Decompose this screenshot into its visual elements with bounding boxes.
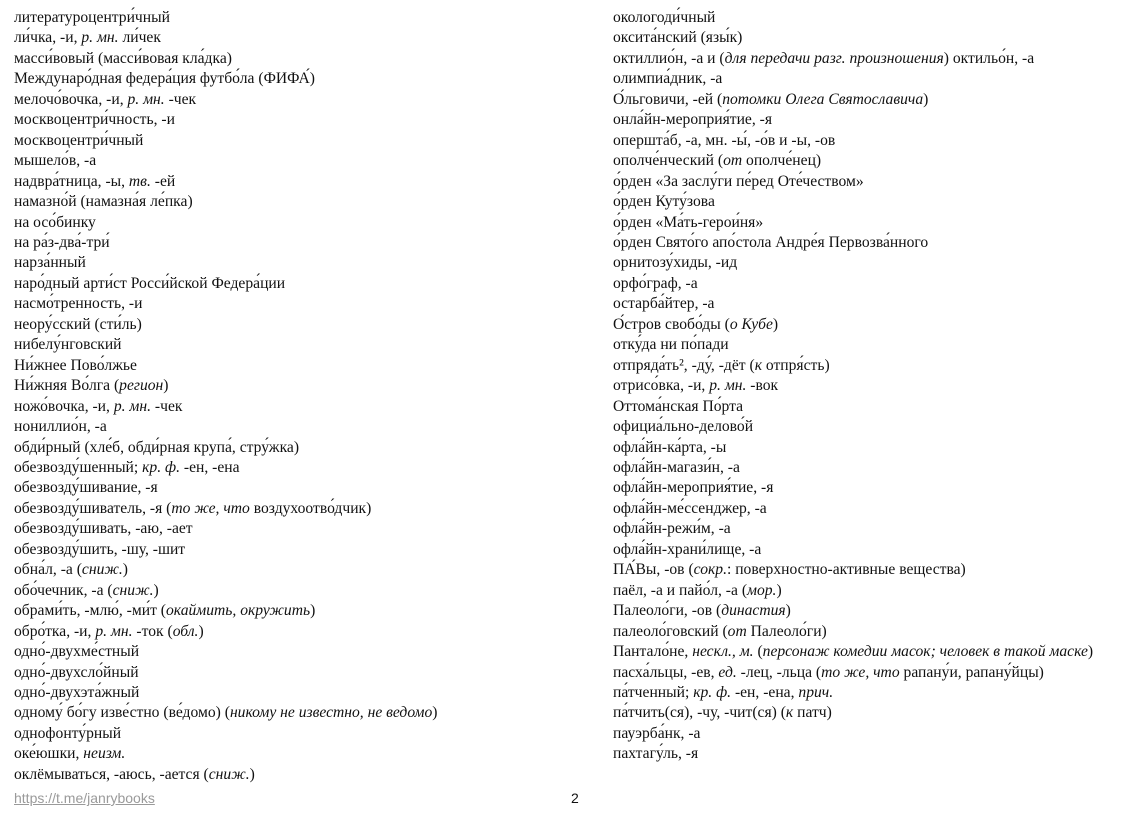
entry-text: олимпиа́дник, -а — [613, 70, 723, 88]
dictionary-entry — [14, 315, 589, 335]
dictionary-entry — [14, 703, 589, 723]
right-column-entries — [613, 8, 1118, 765]
dictionary-entry — [14, 478, 589, 498]
dictionary-entry — [613, 274, 1118, 294]
entry-text: па́тчить(ся), -чу, -чит(ся) ( — [613, 704, 786, 722]
entry-note-italic: р. мн. — [127, 90, 165, 108]
entry-text: Ни́жняя Во́лга ( — [14, 377, 120, 395]
entry-text: офла́йн-режи́м, -а — [613, 520, 731, 538]
entry-text: официа́льно-делово́й — [613, 418, 754, 436]
dictionary-entry — [613, 663, 1118, 683]
dictionary-entry — [613, 233, 1118, 253]
entry-text: пахтагу́ль, -я — [613, 745, 699, 763]
dictionary-entry — [14, 90, 589, 110]
entry-note-italic: потомки Олега Святославича — [722, 90, 924, 108]
entry-text: -ей — [150, 172, 176, 190]
dictionary-entry — [14, 356, 589, 376]
entry-note-italic: ед. — [718, 663, 737, 681]
entry-text: ) — [772, 315, 779, 333]
entry-text: отпря́сть) — [761, 356, 830, 374]
dictionary-entry — [613, 540, 1118, 560]
entry-text: офла́йн-мероприя́тие, -я — [613, 479, 774, 497]
dictionary-entry — [14, 765, 589, 785]
dictionary-entry — [613, 335, 1118, 355]
entry-note-italic: сниж. — [81, 561, 123, 579]
entry-text: обезвозду́шить, -шу, -шит — [14, 540, 186, 558]
dictionary-entry — [613, 458, 1118, 478]
dictionary-entry — [14, 253, 589, 273]
entry-text: одному́ бо́гу изве́стно (ве́домо) ( — [14, 704, 230, 722]
entry-note-italic: сниж. — [208, 765, 250, 783]
dictionary-entry — [613, 622, 1118, 642]
entry-note-italic: персонаж комедии масок; человек в такой маске — [762, 643, 1088, 661]
dictionary-entry — [613, 8, 1118, 28]
entry-text: одно́-двухме́стный — [14, 643, 140, 661]
dictionary-entry — [613, 724, 1118, 744]
entry-text: орнитозу́хиды, -ид — [613, 254, 738, 272]
dictionary-entry — [613, 519, 1118, 539]
dictionary-entry — [14, 131, 589, 151]
entry-text: однофонту́рный — [14, 724, 122, 742]
entry-text: литературоцентри́чный — [14, 9, 170, 26]
dictionary-entry — [14, 49, 589, 69]
entry-note-italic: неизм. — [83, 745, 126, 763]
entry-text: ли́чка, -и, — [14, 29, 82, 47]
entry-note-italic: сокр. — [693, 561, 727, 579]
dictionary-entry — [613, 131, 1118, 151]
dictionary-entry — [613, 28, 1118, 48]
entry-note-italic: р. мн. — [709, 377, 747, 395]
dictionary-entry — [14, 438, 589, 458]
entry-text: обди́рный (хле́б, обди́рная крупа́, стру́жка) — [14, 438, 300, 456]
entry-text: наро́дный арти́ст Росси́йской Федера́ции — [14, 274, 286, 292]
dictionary-entry — [14, 172, 589, 192]
entry-text: Палеоло́ги) — [746, 622, 827, 640]
entry-note-italic: тв. — [128, 172, 151, 190]
entry-text: онла́йн-мероприя́тие, -я — [613, 111, 773, 129]
dictionary-entry — [14, 8, 589, 28]
dictionary-entry — [14, 192, 589, 212]
entry-text: оксита́нский (язы́к) — [613, 29, 743, 47]
entry-text: Пантало́не, — [613, 643, 693, 661]
entry-text: ) — [1087, 643, 1094, 661]
entry-text: остарба́йтер, -а — [613, 295, 715, 313]
entry-text: -чек — [164, 90, 197, 108]
entry-note-italic: от — [723, 152, 743, 170]
entry-note-italic: окаймить, окружить — [166, 602, 311, 620]
entry-text: офла́йн-магази́н, -а — [613, 458, 740, 476]
entry-text: ) — [432, 704, 438, 722]
entry-text: нибелу́нговский — [14, 336, 122, 354]
entry-text: одно́-двухэта́жный — [14, 683, 140, 701]
dictionary-entry — [613, 69, 1118, 89]
entry-text: паёл, -а и пайо́л, -а ( — [613, 581, 748, 599]
entry-text: па́тченный; — [613, 683, 694, 701]
entry-text: ) — [122, 561, 128, 579]
entry-text: отпряда́ть², -ду́, -дёт ( — [613, 356, 755, 374]
entry-text: пауэрба́нк, -а — [613, 724, 701, 742]
entry-text: отку́да ни по́пади — [613, 336, 729, 354]
entry-text: обезвозду́шивать, -аю, -ает — [14, 520, 193, 538]
dictionary-entry — [14, 213, 589, 233]
entry-text: Оттома́нская По́рта — [613, 397, 744, 415]
dictionary-entry — [613, 253, 1118, 273]
dictionary-entry — [14, 151, 589, 171]
dictionary-entry — [613, 151, 1118, 171]
entry-note-italic: прич. — [798, 683, 834, 701]
entry-text: ополче́нец) — [742, 152, 822, 170]
dictionary-entry — [14, 560, 589, 580]
entry-note-italic: к — [754, 356, 762, 374]
entry-text: ) октильо́н, -а — [943, 49, 1035, 67]
entry-text: одно́-двухсло́йный — [14, 663, 139, 681]
dictionary-entry — [14, 724, 589, 744]
entry-text: ) — [923, 90, 929, 108]
entry-note-italic: р. мн. — [113, 397, 152, 415]
dictionary-entry — [14, 683, 589, 703]
dictionary-entry — [14, 519, 589, 539]
entry-note-italic: никому не известно, не ведомо — [229, 704, 433, 722]
dictionary-entry — [14, 663, 589, 683]
entry-note-italic: о Кубе — [729, 315, 773, 333]
entry-text: ) — [249, 765, 255, 783]
dictionary-entry — [14, 458, 589, 478]
dictionary-entry — [14, 335, 589, 355]
entry-text: мышело́в, -а — [14, 152, 97, 170]
dictionary-entry — [613, 172, 1118, 192]
dictionary-entry — [613, 356, 1118, 376]
entry-text: О́стров свобо́ды ( — [613, 315, 730, 333]
entry-note-italic: р. мн. — [81, 29, 119, 47]
entry-text: обро́тка, -и, — [14, 622, 96, 640]
dictionary-entry — [14, 581, 589, 601]
entry-text: надвра́тница, -ы, — [14, 172, 129, 190]
entry-note-italic: кр. ф. — [693, 683, 732, 701]
dictionary-entry — [613, 438, 1118, 458]
entry-text: ) — [163, 377, 169, 395]
entry-note-italic: сниж. — [112, 581, 154, 599]
dictionary-entry — [14, 540, 589, 560]
dictionary-entry — [613, 110, 1118, 130]
dictionary-entry — [613, 49, 1118, 69]
entry-text: о́рден Свято́го апо́стола Андре́я Первозва́нного — [613, 233, 929, 251]
dictionary-entry — [613, 478, 1118, 498]
entry-note-italic: для передачи разг. произношения — [724, 49, 944, 67]
entry-note-italic: к — [785, 704, 794, 722]
entry-text: ополче́нческий ( — [613, 152, 724, 170]
entry-note-italic: кр. ф. — [142, 458, 180, 476]
left-column-entries — [14, 8, 589, 785]
entry-text: обна́л, -а ( — [14, 561, 82, 579]
entry-note-italic: то же, что — [821, 663, 900, 681]
entry-text: нониллио́н, -а — [14, 418, 107, 436]
entry-text: мелочо́вочка, -и, — [14, 90, 128, 108]
entry-text: патч) — [793, 704, 832, 722]
entry-text: ) — [153, 581, 159, 599]
entry-text: опершта́б, -а, мн. -ы́, -о́в и -ы, -ов — [613, 131, 836, 149]
entry-text: воздухоотво́дчик) — [249, 499, 372, 517]
entry-text: ( — [753, 643, 763, 661]
dictionary-entry — [14, 397, 589, 417]
dictionary-entry — [613, 703, 1118, 723]
entry-text: о́рден Куту́зова — [613, 193, 715, 211]
entry-text: обезвозду́шенный; — [14, 458, 143, 476]
entry-text: обо́чечник, -а ( — [14, 581, 113, 599]
page-number: 2 — [571, 790, 579, 806]
entry-text: ) — [310, 602, 316, 620]
dictionary-entry — [613, 601, 1118, 621]
entry-text: масси́вовый (масси́вовая кла́дка) — [14, 49, 232, 67]
entry-text: О́льговичи, -ей ( — [613, 90, 723, 108]
entry-text: оклёмываться, -аюсь, -ается ( — [14, 765, 209, 783]
entry-text: офла́йн-ка́рта, -ы — [613, 438, 727, 456]
telegram-channel-link[interactable]: https://t.me/janrybooks — [14, 790, 155, 806]
entry-text: обрами́ть, -млю́, -ми́т ( — [14, 602, 166, 620]
entry-text: на осо́бинку — [14, 213, 96, 231]
entry-text: ПА́Вы, -ов ( — [613, 561, 694, 579]
dictionary-entry — [613, 315, 1118, 335]
entry-text: москвоцентри́чный — [14, 131, 144, 149]
entry-text: -лец, -льца ( — [736, 663, 822, 681]
entry-text: оке́юшки, — [14, 745, 84, 763]
dictionary-entry — [14, 69, 589, 89]
dictionary-entry — [613, 499, 1118, 519]
dictionary-entry — [14, 274, 589, 294]
entry-text: -ен, -ена — [180, 458, 240, 476]
entry-note-italic: мор. — [747, 581, 777, 599]
entry-text: офла́йн-ме́ссенджер, -а — [613, 499, 767, 517]
entry-text: Палеоло́ги, -ов ( — [613, 602, 722, 620]
dictionary-entry — [613, 397, 1118, 417]
dictionary-entry — [14, 376, 589, 396]
entry-text: ) — [198, 622, 204, 640]
entry-text: : поверхностно-активные вещества) — [726, 561, 966, 579]
dictionary-entry — [14, 294, 589, 314]
dictionary-entry — [613, 683, 1118, 703]
entry-text: -вок — [746, 377, 779, 395]
entry-text: неору́сский (сти́ль) — [14, 315, 142, 333]
dictionary-entry — [613, 581, 1118, 601]
dictionary-entry — [14, 499, 589, 519]
entry-text: обезвозду́шиватель, -я ( — [14, 499, 172, 517]
entry-text: ножо́вочка, -и, — [14, 397, 114, 415]
dictionary-entry — [14, 601, 589, 621]
entry-note-italic: то же, что — [171, 499, 250, 517]
dictionary-entry — [613, 417, 1118, 437]
entry-text: палеоло́говский ( — [613, 622, 728, 640]
entry-text: москвоцентри́чность, -и — [14, 111, 175, 129]
entry-note-italic: регион — [119, 377, 164, 395]
entry-text: -ен, -ена, — [731, 683, 799, 701]
entry-text: обезвозду́шивание, -я — [14, 479, 158, 497]
entry-text: офла́йн-храни́лище, -а — [613, 540, 762, 558]
entry-text: нарза́нный — [14, 254, 86, 272]
dictionary-entry — [14, 744, 589, 764]
entry-note-italic: нескл., м. — [692, 643, 754, 661]
entry-text: -чек — [151, 397, 183, 415]
entry-text: ли́чек — [118, 29, 161, 47]
dictionary-entry — [613, 213, 1118, 233]
entry-text: на ра́з-два́-три́ — [14, 233, 110, 251]
entry-note-italic: династия — [721, 602, 786, 620]
entry-text: орфо́граф, -а — [613, 274, 698, 292]
dictionary-entry — [613, 560, 1118, 580]
dictionary-entry — [613, 642, 1118, 662]
dictionary-entry — [14, 110, 589, 130]
entry-text: намазно́й (намазна́я ле́пка) — [14, 193, 193, 211]
dictionary-entry — [14, 417, 589, 437]
entry-note-italic: р. мн. — [95, 622, 133, 640]
entry-note-italic: обл. — [172, 622, 199, 640]
entry-text: Ни́жнее Пово́лжье — [14, 356, 137, 374]
dictionary-entry — [613, 376, 1118, 396]
dictionary-entry — [613, 90, 1118, 110]
entry-text: о́рден «Ма́ть-герои́ня» — [613, 213, 764, 231]
dictionary-entry — [14, 233, 589, 253]
entry-text: ) — [776, 581, 782, 599]
entry-text: Междунаро́дная федера́ция футбо́ла (ФИФА́) — [14, 70, 315, 88]
dictionary-entry — [14, 622, 589, 642]
entry-text: рапану́и, рапану́йцы) — [899, 663, 1044, 681]
entry-text: октиллио́н, -а и ( — [613, 49, 725, 67]
entry-text: -ток ( — [132, 622, 173, 640]
dictionary-entry — [14, 28, 589, 48]
dictionary-entry — [613, 192, 1118, 212]
entry-text: отрисо́вка, -и, — [613, 377, 710, 395]
dictionary-entry — [613, 744, 1118, 764]
dictionary-entry — [613, 294, 1118, 314]
entry-text: пасха́льцы, -ев, — [613, 663, 719, 681]
entry-note-italic: от — [727, 622, 747, 640]
dictionary-entry — [14, 642, 589, 662]
entry-text: ) — [785, 602, 791, 620]
entry-text: о́рден «За заслу́ги пе́ред Оте́чеством» — [613, 172, 864, 190]
entry-text: окологоди́чный — [613, 9, 716, 26]
entry-text: насмо́тренность, -и — [14, 295, 143, 313]
